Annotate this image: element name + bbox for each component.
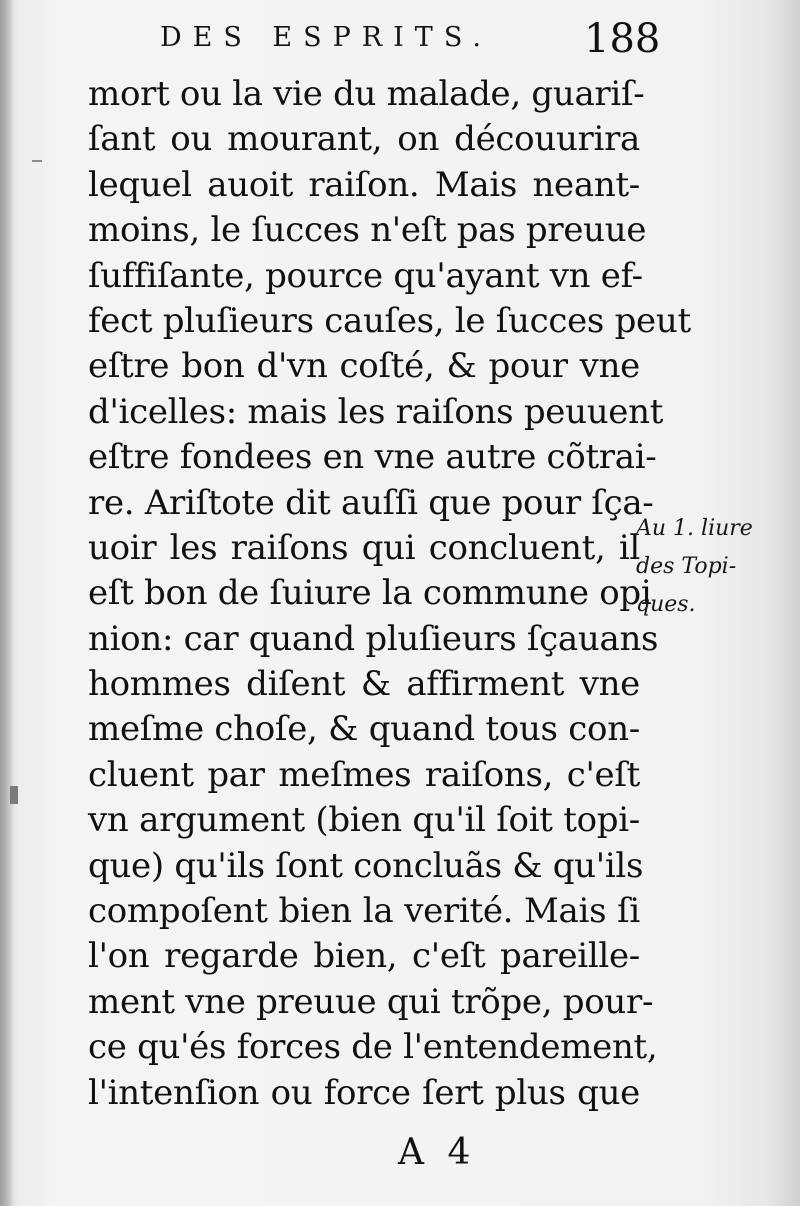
page-number: 188 <box>584 16 661 62</box>
text-line: l'on regarde bien, c'eſt pareille- <box>88 936 640 977</box>
text-line: ce qu'és forces de l'entendement, <box>88 1027 658 1068</box>
gutter-shadow <box>0 0 14 1206</box>
text-line: moins, le ſucces n'eſt pas preuue <box>88 210 647 251</box>
marginal-note-line: ques. <box>636 592 696 617</box>
running-head: DES ESPRITS. <box>160 22 492 53</box>
text-line: que) qu'ils ſont concluãs & qu'ils <box>88 845 644 886</box>
text-line: eſtre fondees en vne autre cõtrai- <box>88 437 657 478</box>
text-line: l'intenſion ou force ſert plus que <box>88 1072 640 1113</box>
text-line: vn argument (bien qu'il ſoit topi- <box>88 800 640 841</box>
marginal-note-line: Au 1. liure <box>636 516 753 541</box>
text-line: compoſent bien la verité. Mais ſi <box>88 891 640 932</box>
text-line: ſant ou mourant, on découurira <box>88 119 640 160</box>
marginal-note <box>636 510 796 624</box>
text-line: fect pluſieurs cauſes, le ſucces peut <box>88 300 691 341</box>
margin-tick <box>32 160 42 162</box>
text-line: lequel auoit raiſon. Mais neant- <box>88 164 640 205</box>
text-line: nion: car quand pluſieurs ſçauans <box>88 618 659 659</box>
marginal-note-line: des Topi- <box>636 554 737 579</box>
signature-mark: A 4 <box>398 1132 477 1173</box>
text-line: hommes diſent & affirment vne <box>88 664 640 705</box>
text-line: eſtre bon d'vn coſté, & pour vne <box>88 346 640 387</box>
text-line: eſt bon de ſuiure la commune opi <box>88 573 652 614</box>
margin-tick <box>10 786 18 804</box>
text-line: d'icelles: mais les raiſons peuuent <box>88 391 664 432</box>
text-line: ſuffiſante, pource qu'ayant vn ef- <box>88 255 643 296</box>
text-line: meſme choſe, & quand tous con- <box>88 709 640 750</box>
text-line: re. Ariſtote dit auſſi que pour ſça- <box>88 482 654 523</box>
text-line: mort ou la vie du malade, guariſ- <box>88 74 645 114</box>
text-line: uoir les raiſons qui concluent, il <box>88 527 640 568</box>
page-header <box>0 16 800 66</box>
text-line: ment vne preuue qui trõpe, pour- <box>88 981 654 1022</box>
text-line: cluent par meſmes raiſons, c'eſt <box>88 754 640 795</box>
